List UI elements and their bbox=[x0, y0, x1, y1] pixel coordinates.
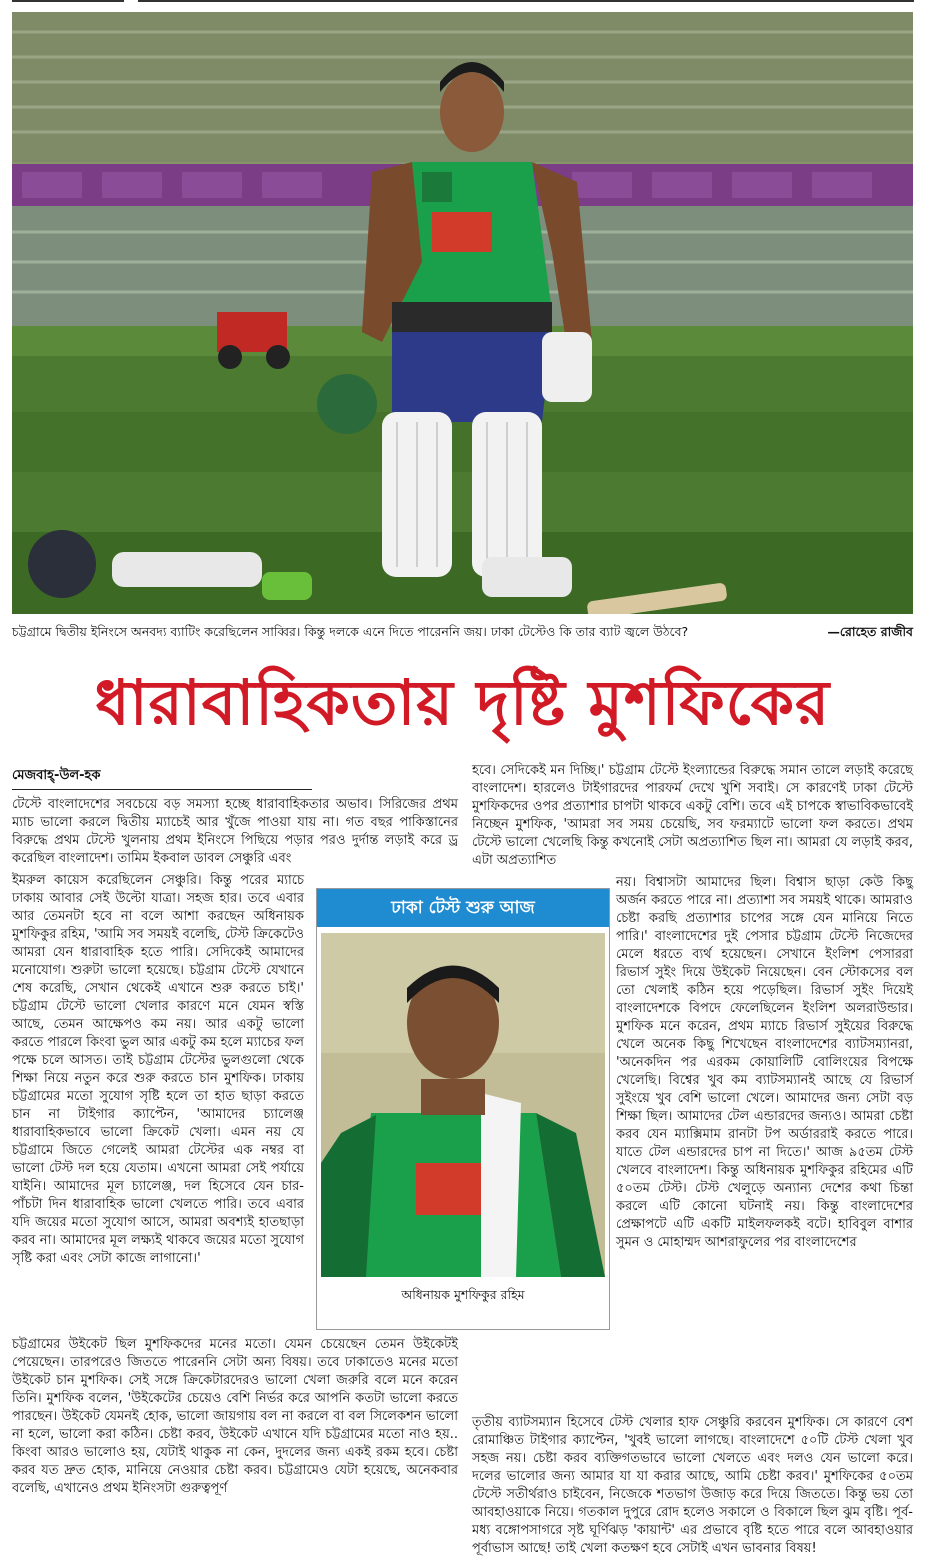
inset-caption: অধিনায়ক মুশফিকুর রহিম bbox=[401, 1287, 525, 1302]
inset-heading: ঢাকা টেস্ট শুরু আজ bbox=[317, 889, 609, 927]
headline: ধারাবাহিকতায় দৃষ্টি মুশফিকের bbox=[94, 666, 831, 739]
article-col-b-bottom: তৃতীয় ব্যাটসম্যান হিসেবে টেস্ট খেলার হাফ সেঞ্চুরি করবেন মুশফিক। সে কারণে বেশ রোমাঞ্চিত টাইগার ক্যাপ্টেন, 'খুবই ভালো লাগছে। বাংলাদেশে ৫০টি টেস্ট খেলা খুব সহজ নয়। চেষ্টা করব ব্যক্তিগতভাবে ভালো খেলতে এবং দলও যেন ভালো করে। দলের ভালোর জন্য আমার যা যা করার আছে, আমি চেষ্টা করব।' মুশফিকের ৫০তম টেস্টে সতীর্থরাও চাইবেন, নিজেকে শতভাগ উজাড় করে দিয়ে জিততে। কিন্তু ভয় তো আবহাওয়াকে নিয়ে। গতকাল দুপুরে রোদ হলেও সকালে ও বিকালে ছিল ঝুম বৃষ্টি। পূর্ব-মধ্য বঙ্গোপসাগরে সৃষ্ট ঘূর্ণিঝড় 'কায়ান্ট' এর প্রভাবে বৃষ্টি হতে পারে বলে আবহাওয়ার পূর্বাভাস আছে! তাই খেলা কতক্ষণ হবে সেটাই এখন ভাবনার বিষয়! bbox=[472, 1415, 913, 1556]
article-col-b-mid: নয়। বিশ্বাসটা আমাদের ছিল। বিশ্বাস ছাড়া কেউ কিছু অর্জন করতে পারে না। প্রত্যাশা সব সময়ই থাকে। আমরাও চেষ্টা করছি প্রত্যাশার চাপের সঙ্গে যেন মানিয়ে নিতে পারি।' বাংলাদেশের দুই পেসার চট্টগ্রাম টেস্টে নিজেদের মেলে ধরতে ব্যর্থ হয়েছেন। সেখানে ইংলিশ পেসাররা রিভার্স সুইং দিয়ে উইকেট নিয়েছেন। বেন স্টোকসের বল তো খেলাই কঠিন হয়ে পড়েছিল। রিভার্স সুইং দিয়েই বাংলাদেশকে বিপদে ফেলেছিলেন ইংলিশ অলরাউন্ডার। মুশফিক মনে করেন, প্রথম ম্যাচে রিভার্স সুইয়ের বিরুদ্ধে খেলে অনেক কিছু শিখেছেন বাংলাদেশের ব্যাটসম্যানরা, 'অনেকদিন পর এরকম কোয়ালিটি বোলিংয়ের বিপক্ষে খেলেছি। বিশ্বের খুব কম ব্যাটসম্যানই আছে যে রিভার্স সুইংয়ে খুব বেশি ভালো খেলে। আমাদের জন্য সেটা বড় শিক্ষা ছিল। আমাদের টেল এন্ডারদের জন্যও। আমরা চেষ্টা করব যেন ম্যাক্সিমাম রানটা টপ অর্ডাররাই করতে পারে। যাতে টেল এন্ডারদের চাপ না দিতে।' আজ ৯৫তম টেস্ট খেলবে বাংলাদেশ। কিন্তু অধিনায়ক মুশফিকুর রহিমের এটি ৫০তম টেস্ট। টেস্ট খেলুড়ে অন্যান্য দেশের কথা চিন্তা করলে এটি কোনো ঘটনাই নয়। কিন্তু বাংলাদেশের প্রেক্ষাপটে এটি একটি মাইলফলকই বটে। হাবিবুল বাশার সুমন ও মোহাম্মদ আশরাফুলের পর বাংলাদেশের bbox=[616, 875, 913, 1250]
main-photo-sabbir-practice bbox=[12, 12, 913, 614]
byline: মেজবাহ্-উল-হক bbox=[12, 766, 312, 790]
article-col-b-top: হবে। সেদিকেই মন দিচ্ছি।' চট্টগ্রাম টেস্টে ইংল্যান্ডের বিরুদ্ধে সমান তালে লড়াই করেছে বাংলাদেশ। হারলেও টাইগারদের পারফর্ম দেখে খুশি সবাই। সে কারণেই ঢাকা টেস্টে মুশফিকদের ওপর প্রত্যাশার চাপটা থাকবে একটু বেশি। তবে এই চাপকে স্বাভাবিকভাবেই নিচ্ছেন মুশফিক, 'আমরা সব সময় চেয়েছি, সব ফরম্যাটে ভালো ফল করতে। প্রথম টেস্টে ভালো খেলেছি কিন্তু কখনোই সেটা অপ্রত্যাশিত ছিল না। আমরা যে লড়াই করব, এটা অপ্রত্যাশিত bbox=[472, 763, 913, 868]
photo-caption bbox=[12, 622, 913, 642]
article-col-a-bottom: চট্টগ্রামের উইকেট ছিল মুশফিকদের মনের মতো। যেমন চেয়েছেন তেমন উইকেটই পেয়েছেন। তারপরেও জিততে পারেননি সেটা অন্য বিষয়। তবে ঢাকাতেও মনের মতো উইকেট চান মুশফিক। সেই সঙ্গে ক্রিকেটারদেরও ভালো খেলা জরুরি বলে মনে করেন তিনি। মুশফিক বলেন, 'উইকেটের চেয়েও বেশি নির্ভর করে আপনি কতটা ভালো করতে পারছেন। উইকেট যেমনই হোক, ভালো জায়গায় বল না করলে বা বল সিলেকশন ভালো না হলে, ভালো করা কঠিন। চেষ্টা করব, উইকেট এখানে যদি চট্টগ্রামের মতো নাও হয়.. কিংবা আরও ভালোও হয়, যেটাই থাকুক না কেন, দুদলের জন্য একই রকম হবে। চেষ্টা করব যত দ্রুত হোক, মানিয়ে নেওয়ার চেষ্টা করব। চট্টগ্রামেও যেটা হয়েছে, অনেকবার বলেছি, এখানেও প্রথম ইনিংসটা গুরুত্বপূর্ণ bbox=[12, 1337, 458, 1496]
caption-text: চট্টগ্রামে দ্বিতীয় ইনিংসে অনবদ্য ব্যাটিং করেছিলেন সাব্বির। কিন্তু দলকে এনে দিতে পারেননি জয়। ঢাকা টেস্টেও কি তার ব্যাট জ্বলে উঠবে? bbox=[12, 624, 689, 639]
top-rule bbox=[0, 0, 927, 8]
article-col-a-top: টেস্টে বাংলাদেশের সবচেয়ে বড় সমস্যা হচ্ছে ধারাবাহিকতার অভাব। সিরিজের প্রথম ম্যাচ ভালো করলে দ্বিতীয় ম্যাচেই আর খুঁজে পাওয়া যায় না। গত বছর পাকিস্তানের বিরুদ্ধে প্রথম টেস্টে খুলনায় প্রথম ইনিংসে পিছিয়ে পড়ার পরও দুর্দান্ত লড়াই করে ড্র করেছিল বাংলাদেশ। তামিম ইকবাল ডাবল সেঞ্চুরি এবং bbox=[12, 797, 458, 866]
article-col-a-mid: ইমরুল কায়েস করেছিলেন সেঞ্চুরি। কিন্তু পরের ম্যাচে ঢাকায় আবার সেই উল্টো যাত্রা। সহজ হার। তবে এবার আর তেমনটা হবে না বলে আশা করছেন অধিনায়ক মুশফিকুর রহিম, 'আমি সব সময়ই বলেছি, টেস্ট ক্রিকেটেও আমরা যেন ধারাবাহিক হতে পারি। সেদিকেই আমাদের মনোযোগ। শুরুটা ভালো হয়েছে। চট্টগ্রাম টেস্টে যেখানে শেষ করেছি, সেখান থেকেই এখানে শুরু করতে চাই।' চট্টগ্রাম টেস্টে ভালো খেলার কারণে মনে যেমন স্বস্তি আছে, তেমন আক্ষেপও কম নয়। আর একটু ভালো করতে পারলে কিংবা ভুল আর একটু কম হলে ম্যাচের ফল পক্ষে চলে আসত। তাই চট্টগ্রাম টেস্টের ভুলগুলো থেকে শিক্ষা নিয়ে নতুন করে শুরু করতে চান মুশফিক। ঢাকায় চট্টগ্রামের মতো সুযোগ সৃষ্টি হলে তা হাত ছাড়া করতে চান না টাইগার ক্যাপ্টেন, 'আমাদের চ্যালেঞ্জ ধারাবাহিকভাবে ভালো ক্রিকেট খেলা। এমন নয় যে চট্টগ্রামে জিতে গেলেই আমরা টেস্টের এক নম্বর বা ভালো টেস্ট দল হয়ে যেতাম। এখনো আমরা সেই পর্যায়ে যাইনি। আমাদের মূল চ্যালেঞ্জ, দল হিসেবে যেন চার-পাঁচটা দিন ধারাবাহিক ভালো খেলতে পারি। তবে এবার যদি জয়ের মতো সুযোগ আসে, আমরা অবশ্যই হাতছাড়া করব না। আমাদের মূল লক্ষ্যই থাকবে জয়ের মতো সুযোগ সৃষ্টি করা এবং সেটা কাজে লাগানো।' bbox=[12, 873, 304, 1266]
photo-credit: —রোহেত রাজীব bbox=[827, 624, 913, 639]
inset-photo-mushfiqur bbox=[321, 933, 605, 1277]
inset-box bbox=[316, 888, 610, 1330]
